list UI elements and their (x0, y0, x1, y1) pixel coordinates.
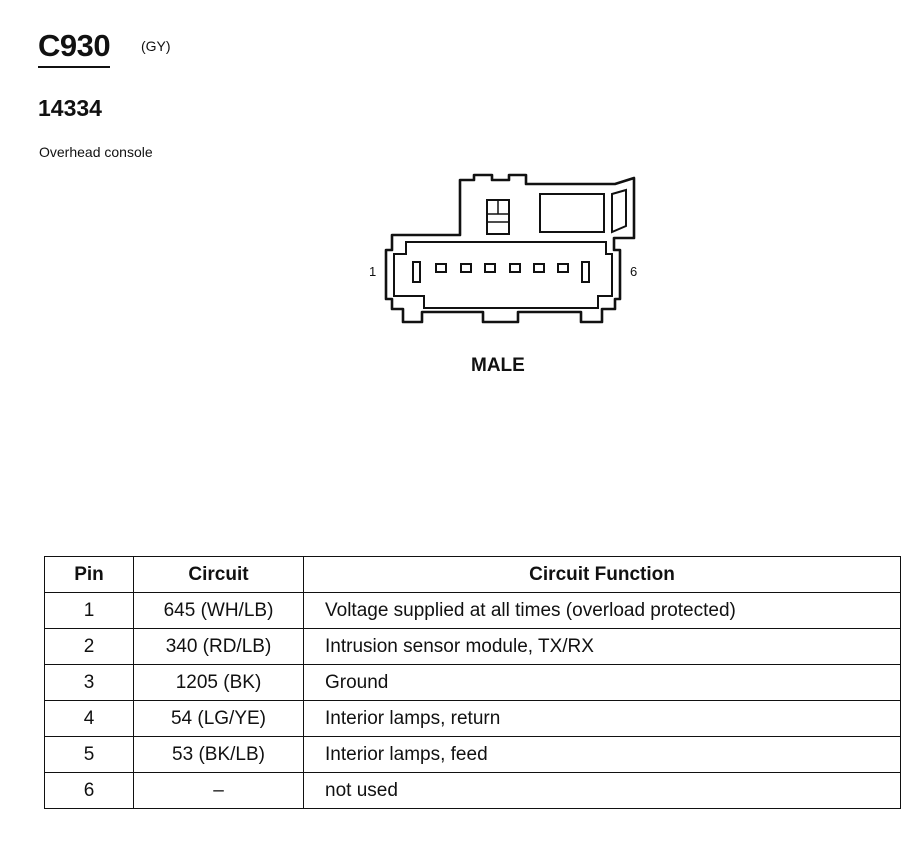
cell-circuit: 340 (RD/LB) (134, 629, 304, 665)
cell-pin: 5 (45, 737, 134, 773)
cell-pin: 3 (45, 665, 134, 701)
connector-face-diagram (360, 170, 660, 340)
cell-function: Voltage supplied at all times (overload protected) (304, 593, 901, 629)
cell-circuit: 54 (LG/YE) (134, 701, 304, 737)
terminal-1 (413, 262, 420, 282)
table-row (45, 701, 901, 737)
connector-side-window (540, 194, 604, 232)
cell-function: Ground (304, 665, 901, 701)
terminal-6 (534, 264, 544, 272)
cell-function: not used (304, 773, 901, 809)
connector-id: C930 (38, 28, 110, 68)
cell-function: Interior lamps, return (304, 701, 901, 737)
table-row (45, 593, 901, 629)
cell-circuit: 53 (BK/LB) (134, 737, 304, 773)
pin-first-label: 1 (369, 264, 377, 279)
table-row (45, 737, 901, 773)
terminal-4 (485, 264, 495, 272)
cell-circuit: 1205 (BK) (134, 665, 304, 701)
connector-gender-label: MALE (471, 355, 525, 376)
cell-function: Intrusion sensor module, TX/RX (304, 629, 901, 665)
cell-pin: 4 (45, 701, 134, 737)
pin-last-label: 6 (630, 264, 638, 279)
connector-inner-outline (394, 242, 612, 308)
part-number: 14334 (38, 95, 102, 121)
cell-circuit: – (134, 773, 304, 809)
header-circuit-function: Circuit Function (304, 557, 901, 593)
terminal-8 (582, 262, 589, 282)
terminal-7 (558, 264, 568, 272)
table-header-row (45, 557, 901, 593)
terminal-5 (510, 264, 520, 272)
terminal-2 (436, 264, 446, 272)
header-pin: Pin (45, 557, 134, 593)
pin-table (44, 556, 901, 809)
table-row (45, 773, 901, 809)
header-circuit: Circuit (134, 557, 304, 593)
connector-location: Overhead console (39, 144, 153, 160)
connector-color-code: (GY) (141, 38, 171, 54)
cell-pin: 2 (45, 629, 134, 665)
cell-pin: 1 (45, 593, 134, 629)
cell-function: Interior lamps, feed (304, 737, 901, 773)
cell-pin: 6 (45, 773, 134, 809)
table-row (45, 629, 901, 665)
cell-circuit: 645 (WH/LB) (134, 593, 304, 629)
table-row (45, 665, 901, 701)
terminal-3 (461, 264, 471, 272)
